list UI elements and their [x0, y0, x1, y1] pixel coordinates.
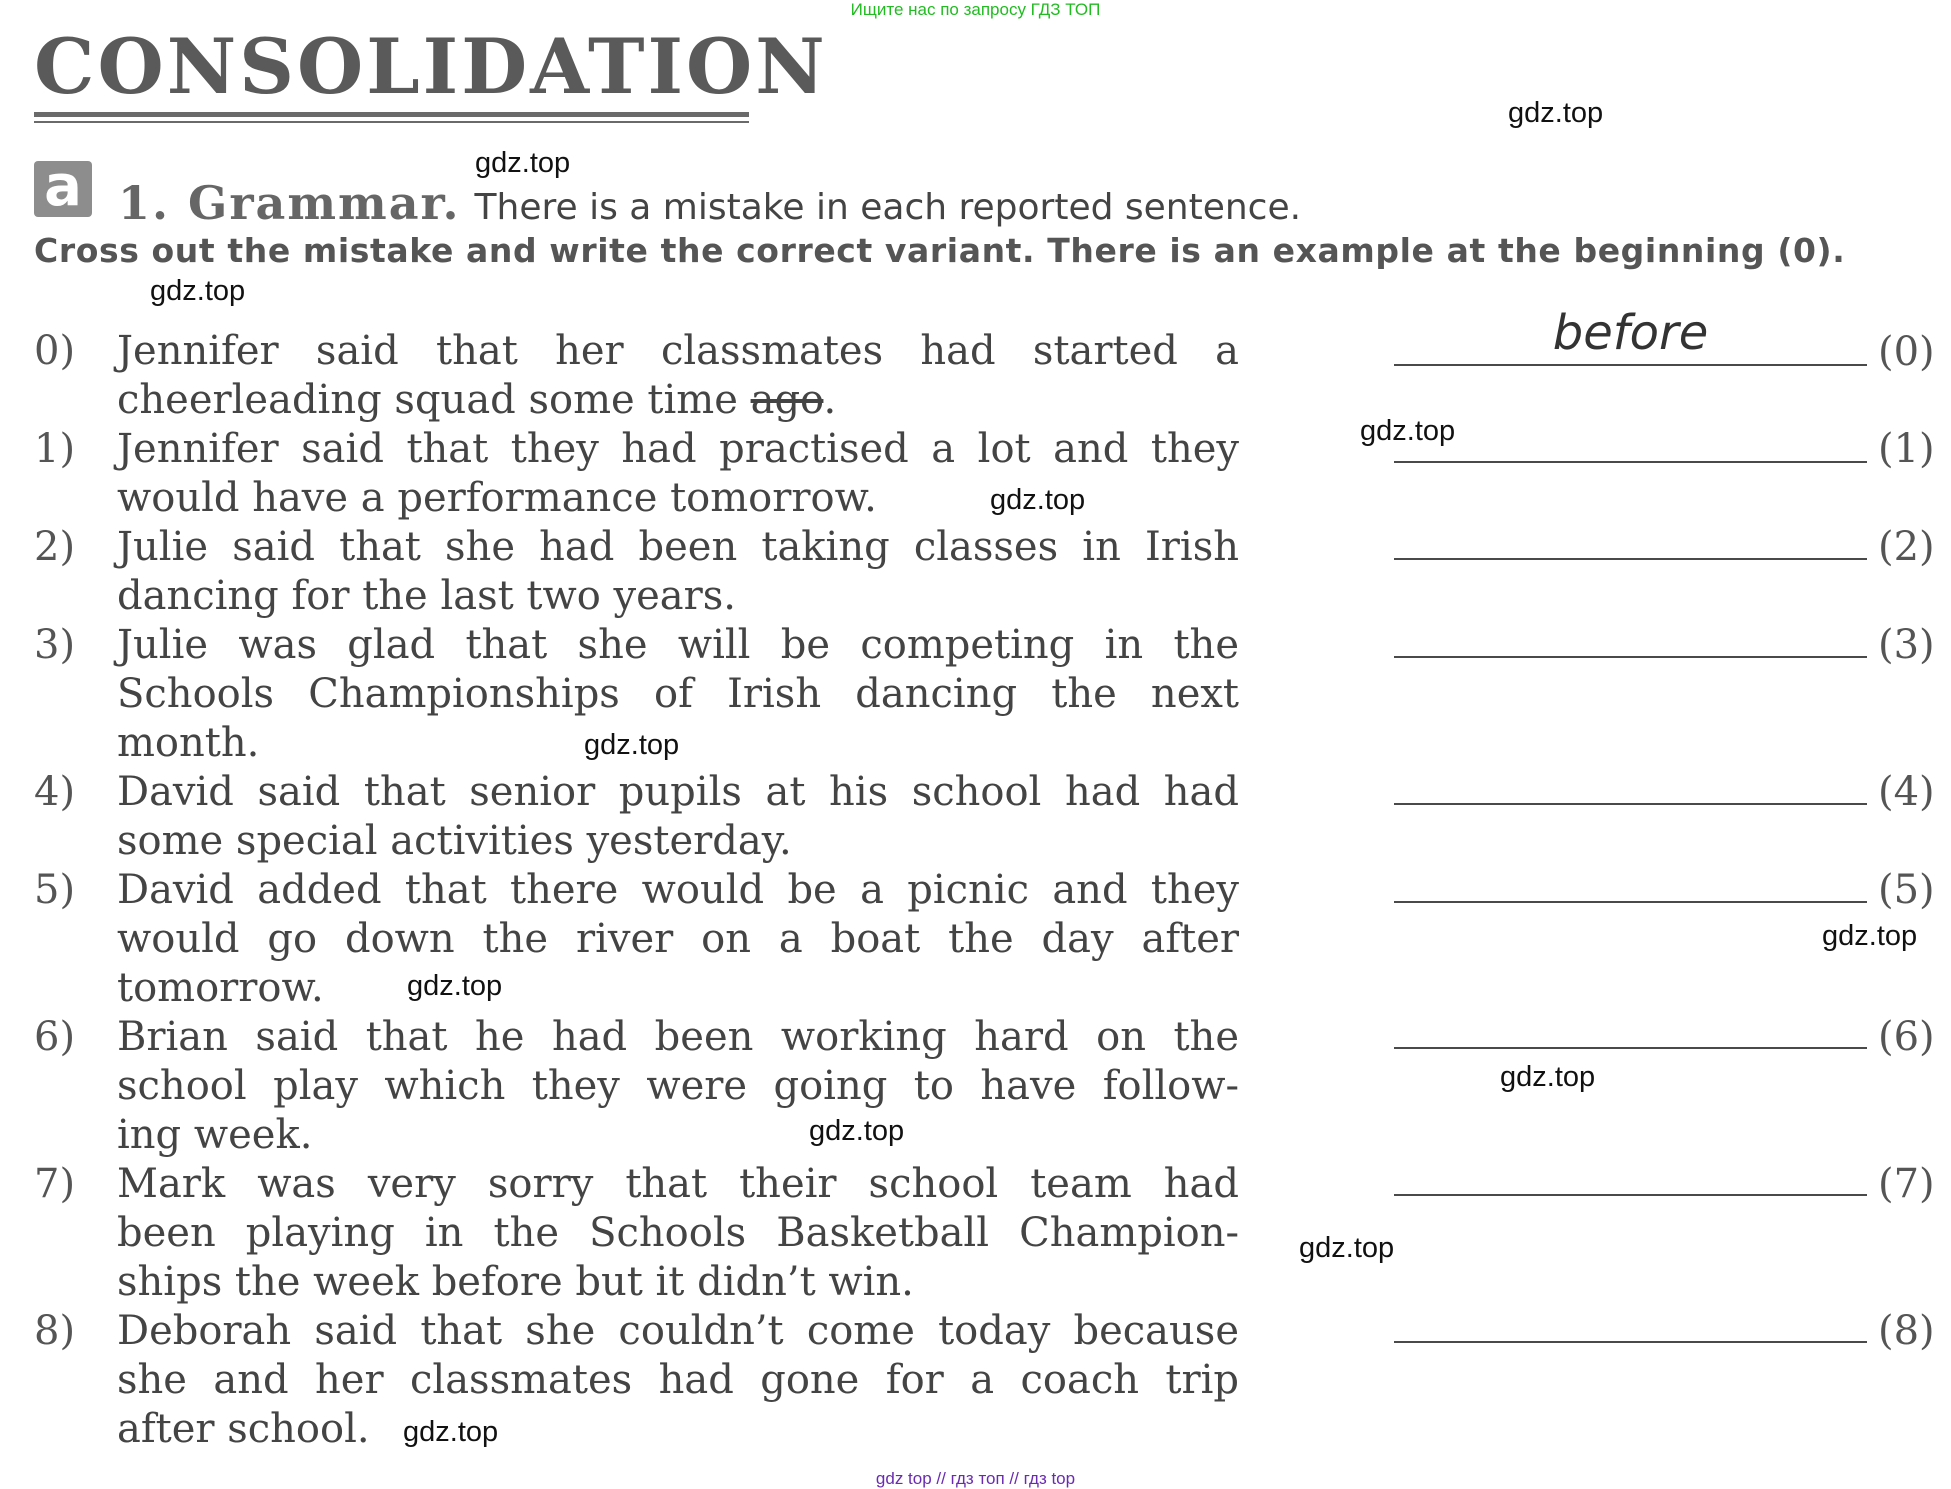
item-number: 6)	[34, 1014, 76, 1060]
exercise-title: 1. Grammar.	[118, 176, 461, 230]
item-line: ships the week before but it didn’t win.	[117, 1259, 914, 1305]
item-number: 0)	[34, 328, 76, 374]
answer-number: (6)	[1878, 1014, 1935, 1060]
title-underline-thin	[34, 121, 749, 123]
item-number: 8)	[34, 1308, 76, 1354]
item-line: month.	[117, 720, 260, 766]
answer-blank[interactable]	[1394, 901, 1867, 903]
item-number: 2)	[34, 524, 76, 570]
answer-text: before	[1552, 305, 1709, 361]
watermark: gdz.top	[150, 275, 246, 307]
watermark: gdz.top	[1360, 415, 1456, 447]
answer-number: (7)	[1878, 1161, 1935, 1207]
item-line: Mark was very sorry that their school team had	[117, 1161, 1239, 1207]
item-number: 1)	[34, 426, 76, 472]
exercise-badge-icon: a	[34, 161, 92, 217]
item-line: tomorrow.	[117, 965, 324, 1011]
answer-number: (2)	[1878, 524, 1935, 570]
answer-blank[interactable]	[1394, 1341, 1867, 1343]
answer-blank[interactable]	[1394, 656, 1867, 658]
item-line: been playing in the Schools Basketball Champion-	[117, 1210, 1239, 1256]
item-number: 7)	[34, 1161, 76, 1207]
watermark: gdz.top	[475, 147, 571, 179]
answer-number: (3)	[1878, 622, 1935, 668]
item-line: Julie was glad that she will be competing in the	[117, 622, 1239, 668]
watermark: gdz.top	[1508, 97, 1604, 129]
item-line: David said that senior pupils at his school had had	[117, 769, 1239, 815]
answer-blank[interactable]	[1394, 1194, 1867, 1196]
item-line: after school.	[117, 1406, 370, 1452]
item-line: school play which they were going to have follow-	[117, 1063, 1239, 1109]
item-line: ing week.	[117, 1112, 313, 1158]
item-line: Deborah said that she couldn’t come today because	[117, 1308, 1239, 1354]
item-line: Julie said that she had been taking classes in Irish	[117, 524, 1239, 570]
header-search-link[interactable]: Ищите нас по запросу ГДЗ ТОП	[850, 0, 1101, 19]
page-title: CONSOLIDATION	[34, 22, 828, 111]
item-line: would have a performance tomorrow.	[117, 475, 877, 521]
watermark: gdz.top	[990, 484, 1086, 516]
answer-blank[interactable]	[1394, 803, 1867, 805]
watermark: gdz.top	[809, 1115, 905, 1147]
answer-number: (5)	[1878, 867, 1935, 913]
item-line: Jennifer said that her classmates had started a	[117, 328, 1239, 374]
watermark: gdz.top	[403, 1416, 499, 1448]
item-number: 4)	[34, 769, 76, 815]
answer-number: (4)	[1878, 769, 1935, 815]
item-line: Schools Championships of Irish dancing the next	[117, 671, 1239, 717]
item-line: David added that there would be a picnic and they	[117, 867, 1239, 913]
watermark: gdz.top	[1299, 1232, 1395, 1264]
item-number: 3)	[34, 622, 76, 668]
exercise-instruction: Cross out the mistake and write the correct variant. There is an example at the beginning (0).	[34, 231, 1846, 270]
item-line: dancing for the last two years.	[117, 573, 736, 619]
crossed-out-word: ago	[750, 377, 824, 423]
item-line	[117, 377, 1239, 423]
item-line: she and her classmates had gone for a coach trip	[117, 1357, 1239, 1403]
answer-number: (1)	[1878, 426, 1935, 472]
watermark: gdz.top	[1500, 1061, 1596, 1093]
footer-links[interactable]: gdz top // гдз топ // гдз top	[875, 1469, 1076, 1488]
answer-number: (8)	[1878, 1308, 1935, 1354]
item-line: some special activities yesterday.	[117, 818, 792, 864]
item-line: would go down the river on a boat the day after	[117, 916, 1239, 962]
watermark: gdz.top	[1822, 920, 1918, 952]
item-line: Brian said that he had been working hard on the	[117, 1014, 1239, 1060]
item-number: 5)	[34, 867, 76, 913]
watermark: gdz.top	[407, 970, 503, 1002]
item-line: Jennifer said that they had practised a lot and they	[117, 426, 1239, 472]
item-line-text: cheerleading squad some time	[117, 377, 751, 423]
answer-blank[interactable]	[1394, 558, 1867, 560]
answer-blank[interactable]	[1394, 364, 1867, 366]
answer-blank[interactable]	[1394, 461, 1867, 463]
watermark: gdz.top	[584, 729, 680, 761]
exercise-subtitle: There is a mistake in each reported sentence.	[474, 187, 1302, 228]
answer-number: (0)	[1878, 329, 1935, 375]
title-underline	[34, 112, 749, 117]
answer-blank[interactable]	[1394, 1047, 1867, 1049]
item-line-punct: .	[823, 377, 837, 423]
exercise-heading	[118, 176, 1301, 230]
